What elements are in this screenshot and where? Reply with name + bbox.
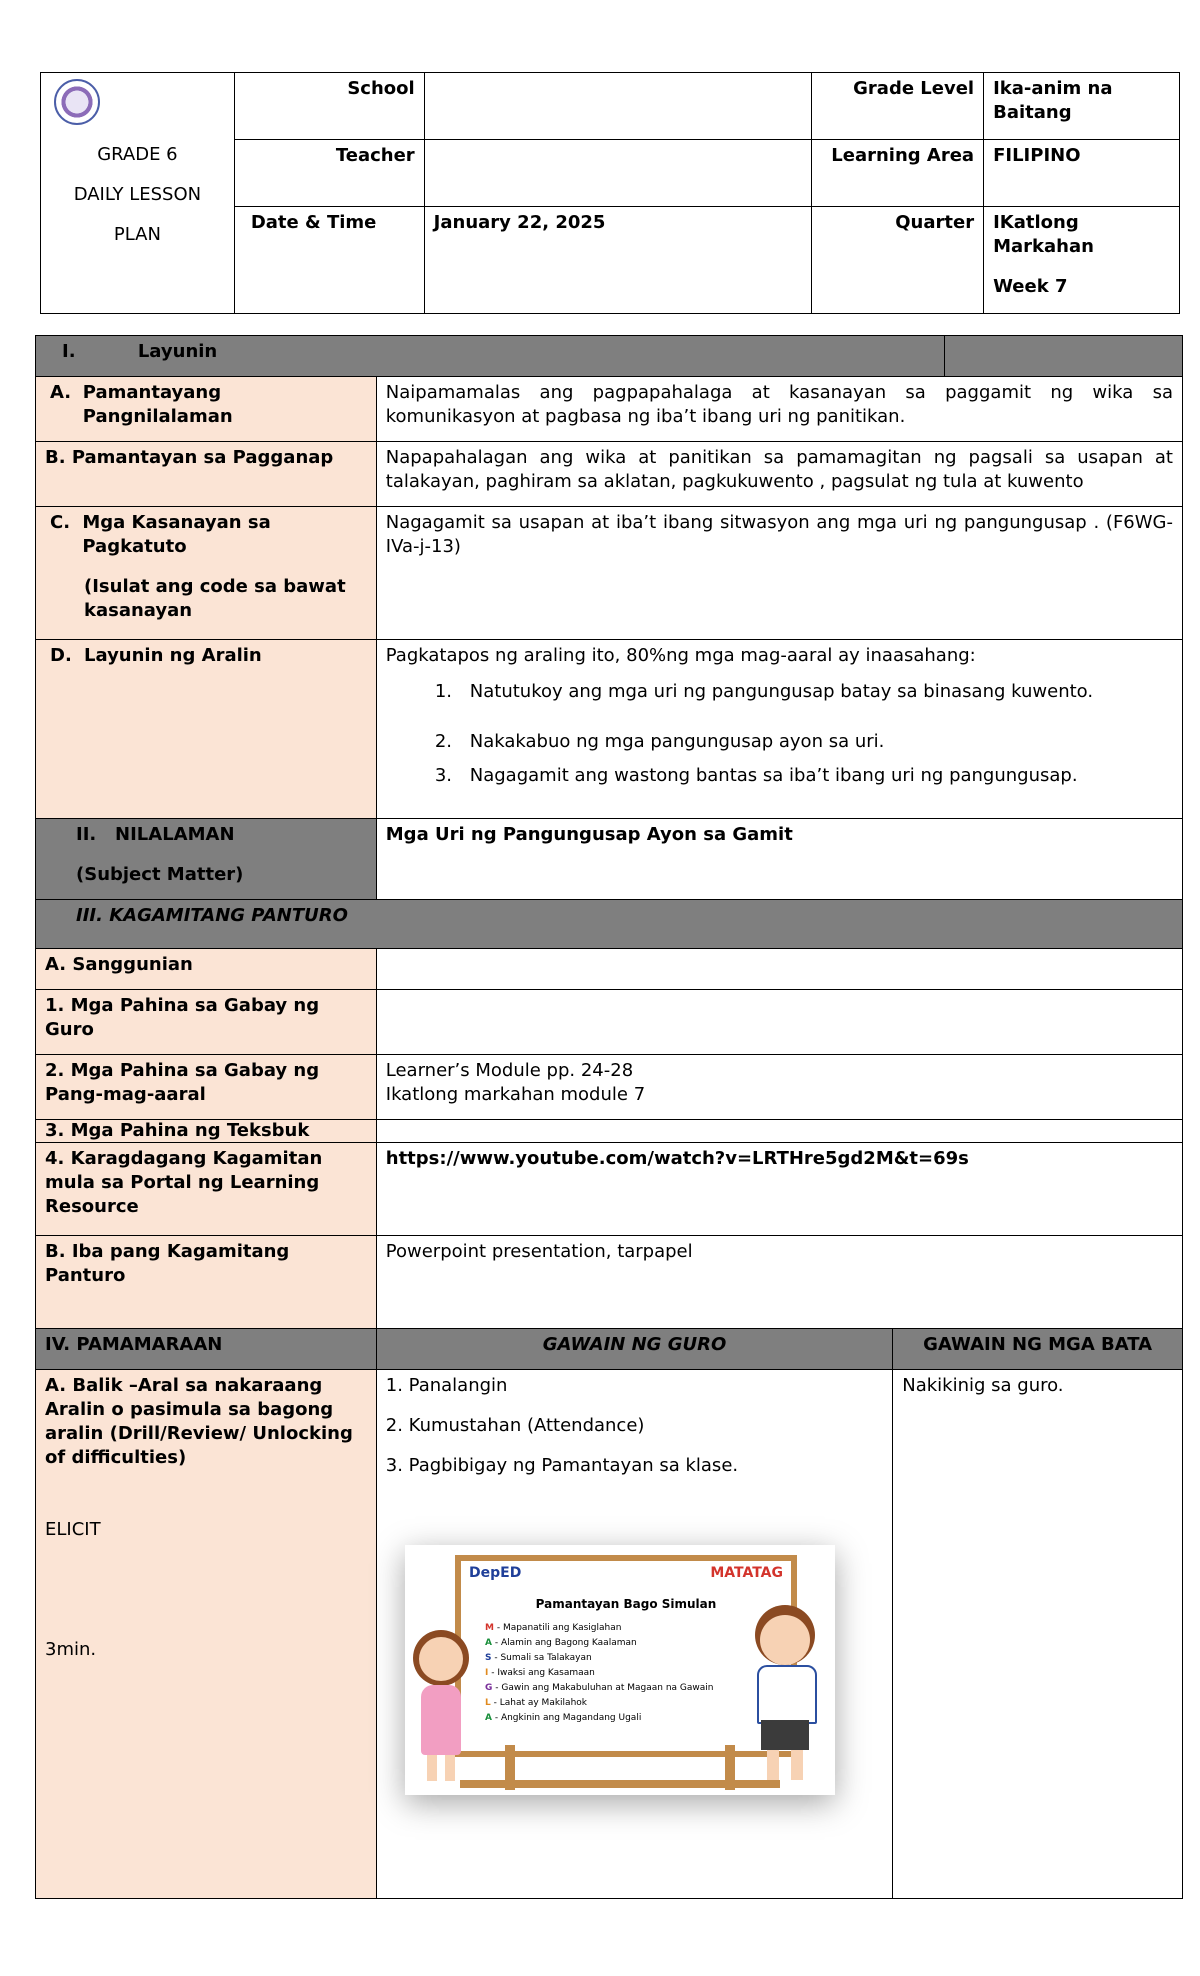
- gabay-guro-label: 1. Mga Pahina sa Gabay ng Guro: [36, 990, 377, 1055]
- slide-rule-letter: M: [485, 1623, 494, 1633]
- sanggunian-label: A. Sanggunian: [36, 949, 377, 990]
- deped-logo-text: DepED: [469, 1565, 522, 1581]
- quarter-text: IKatlong Markahan: [993, 212, 1094, 257]
- nilalaman-label: [36, 819, 377, 900]
- slide-rule-letter: A: [485, 1713, 492, 1723]
- slide-rule-text: - Gawin ang Makabuluhan at Magaan na Gawain: [492, 1683, 714, 1693]
- plan-title-line-1: GRADE 6: [97, 144, 178, 165]
- c-letter: C.: [50, 512, 71, 533]
- layunin-item: 1. Natutukoy ang mga uri ng pangungusap batay sa binasang kuwento.: [458, 680, 1173, 704]
- plan-title-cell: [41, 73, 235, 314]
- plan-title: [50, 135, 225, 255]
- boy-leg-icon: [791, 1750, 803, 1780]
- sanggunian-value: [376, 949, 1182, 990]
- c-label-text: Mga Kasanayan sa Pagkatuto: [82, 512, 271, 557]
- gabay-guro-value: [376, 990, 1182, 1055]
- board-base: [460, 1780, 780, 1788]
- elicit-label: ELICIT: [45, 1519, 101, 1540]
- iba-pang-kagamitan-value: Powerpoint presentation, tarpapel: [376, 1236, 1182, 1329]
- teacher-label: Teacher: [234, 140, 424, 207]
- guro-item: 2. Kumustahan (Attendance): [385, 1415, 645, 1436]
- girl-leg-icon: [445, 1755, 455, 1781]
- slide-title: Pamantayan Bago Simulan: [535, 1597, 717, 1611]
- nilalaman-value: Mga Uri ng Pangungusap Ayon sa Gamit: [376, 819, 1182, 900]
- week-text: Week 7: [993, 276, 1068, 297]
- slide-rules-list: [485, 1621, 713, 1726]
- layunin-list: [386, 680, 1173, 788]
- pamantayan-pagganap-text: Napapahalagan ang wika at panitikan sa pamamagitan ng pagsali sa usapan at talakayan, paghiram sa aklatan, pagkukuwento , pagsulat ng tula at kuwento: [376, 442, 1182, 507]
- iba-pang-kagamitan-label: B. Iba pang Kagamitang Panturo: [36, 1236, 377, 1329]
- slide-rule: [485, 1711, 713, 1726]
- d-label-text: Layunin ng Aralin: [84, 645, 262, 666]
- gabay-mag-aaral-label: 2. Mga Pahina sa Gabay ng Pang-mag-aaral: [36, 1055, 377, 1120]
- area-value: FILIPINO: [984, 140, 1180, 207]
- whiteboard: [455, 1555, 797, 1757]
- slide-rule-text: - Lahat ay Makilahok: [490, 1698, 587, 1708]
- boy-face-icon: [760, 1615, 810, 1665]
- plan-title-line-2: DAILY LESSON: [73, 184, 202, 205]
- portal-label: 4. Karagdagang Kagamitan mula sa Portal ng Learning Resource: [36, 1143, 377, 1236]
- gawain-guro-heading: GAWAIN NG GURO: [376, 1329, 892, 1370]
- layunin-aralin-label: [36, 640, 377, 819]
- layunin-item: 2. Nakakabuo ng mga pangungusap ayon sa uri.: [458, 730, 1173, 754]
- pamantayan-pagganap-label: B. Pamantayan sa Pagganap: [36, 442, 377, 507]
- kasanayan-label: [36, 507, 377, 640]
- balik-aral-cell: [36, 1370, 377, 1899]
- slide-rule: [485, 1651, 713, 1666]
- teksbuk-value: [376, 1120, 1182, 1143]
- slide-rule-text: - Sumali sa Talakayan: [491, 1653, 592, 1663]
- boy-shorts-icon: [761, 1720, 809, 1750]
- layunin-num: I.: [62, 341, 76, 362]
- plan-title-line-3: PLAN: [113, 224, 161, 245]
- balik-aral-label: A. Balik –Aral sa nakaraang Aralin o pasimula sa bagong aralin (Drill/Review/ Unlocking of difficulties): [45, 1375, 353, 1468]
- girl-dress-icon: [421, 1685, 461, 1755]
- d-letter: D.: [50, 645, 72, 666]
- layunin-intro: Pagkatapos ng araling ito, 80%ng mga mag-aaral ay inaasahang:: [385, 645, 976, 666]
- portal-link[interactable]: https://www.youtube.com/watch?v=LRTHre5gd2M&t=69s: [376, 1143, 1182, 1236]
- slide-rule-letter: I: [485, 1668, 489, 1678]
- pamantayan-slide-image: [405, 1545, 835, 1795]
- slide-rule: [485, 1681, 713, 1696]
- teksbuk-label: 3. Mga Pahina ng Teksbuk: [36, 1120, 377, 1143]
- date-value: January 22, 2025: [424, 207, 812, 314]
- kasanayan-text: Nagagamit sa usapan at iba’t ibang sitwasyon ang mga uri ng pangungusap . (F6WG-IVa-j-13): [376, 507, 1182, 640]
- slide-rule-letter: L: [485, 1698, 491, 1708]
- girl-face-icon: [419, 1637, 463, 1681]
- module-name: Ikatlong markahan module 7: [385, 1084, 646, 1105]
- school-value: [424, 73, 812, 140]
- layunin-heading: [36, 336, 945, 377]
- girl-leg-icon: [427, 1755, 437, 1781]
- layunin-item: 3. Nagagamit ang wastong bantas sa iba’t ibang uri ng pangungusap.: [458, 764, 1173, 788]
- kasanayan-note: (Isulat ang code sa bawat kasanayan: [84, 576, 346, 621]
- pamantayang-pangnilalaman-text: Naipamamalas ang pagpapahalaga at kasanayan sa paggamit ng wika sa komunikasyon at pagbasa ng iba’t ibang uri ng panitikan.: [376, 377, 1182, 442]
- slide-rule-letter: G: [485, 1683, 493, 1693]
- slide-rule: [485, 1696, 713, 1711]
- header-table: [40, 72, 1180, 314]
- grade-label: Grade Level: [812, 73, 984, 140]
- layunin-heading-blank: [945, 336, 1183, 377]
- time-label: 3min.: [45, 1639, 97, 1660]
- deped-seal-icon: [54, 79, 100, 125]
- a-label-text: Pamantayang Pangnilalaman: [82, 382, 233, 427]
- gawain-bata-content: Nakikinig sa guro.: [893, 1370, 1183, 1899]
- slide-rule: [485, 1666, 713, 1681]
- boy-leg-icon: [767, 1750, 779, 1780]
- slide-rule-text: - Angkinin ang Magandang Ugali: [491, 1713, 642, 1723]
- layunin-title: Layunin: [137, 341, 218, 362]
- pamamaraan-heading: IV. PAMAMARAAN: [36, 1329, 377, 1370]
- layunin-aralin-content: [376, 640, 1182, 819]
- nilalaman-title: II. NILALAMAN: [76, 824, 235, 845]
- quarter-label: Quarter: [812, 207, 984, 314]
- gabay-mag-aaral-value: [376, 1055, 1182, 1120]
- boy-shirt-icon: [757, 1665, 817, 1724]
- guro-item: 1. Panalangin: [385, 1375, 508, 1396]
- nilalaman-sub: (Subject Matter): [76, 864, 244, 885]
- date-label: Date & Time: [234, 207, 424, 314]
- school-label: School: [234, 73, 424, 140]
- quarter-value: [984, 207, 1180, 314]
- module-pages: Learner’s Module pp. 24-28: [385, 1060, 634, 1081]
- slide-rule-text: - Alamin ang Bagong Kaalaman: [491, 1638, 637, 1648]
- a-letter: A.: [50, 382, 72, 403]
- gawain-bata-heading: GAWAIN NG MGA BATA: [893, 1329, 1183, 1370]
- matatag-logo-text: MATATAG: [710, 1565, 783, 1581]
- slide-rule-letter: S: [485, 1653, 492, 1663]
- grade-value: Ika-anim na Baitang: [984, 73, 1180, 140]
- slide-rule-text: - Iwaksi ang Kasamaan: [488, 1668, 595, 1678]
- teacher-value: [424, 140, 812, 207]
- slide-rule-letter: A: [485, 1638, 492, 1648]
- slide-rule: [485, 1621, 713, 1636]
- area-label: Learning Area: [812, 140, 984, 207]
- slide-rule-text: - Mapanatili ang Kasiglahan: [493, 1623, 622, 1633]
- guro-item: 3. Pagbibigay ng Pamantayan sa klase.: [385, 1455, 739, 1476]
- pamantayang-pangnilalaman-label: [36, 377, 377, 442]
- slide-rule: [485, 1636, 713, 1651]
- kagamitan-heading: III. KAGAMITANG PANTURO: [36, 900, 1183, 949]
